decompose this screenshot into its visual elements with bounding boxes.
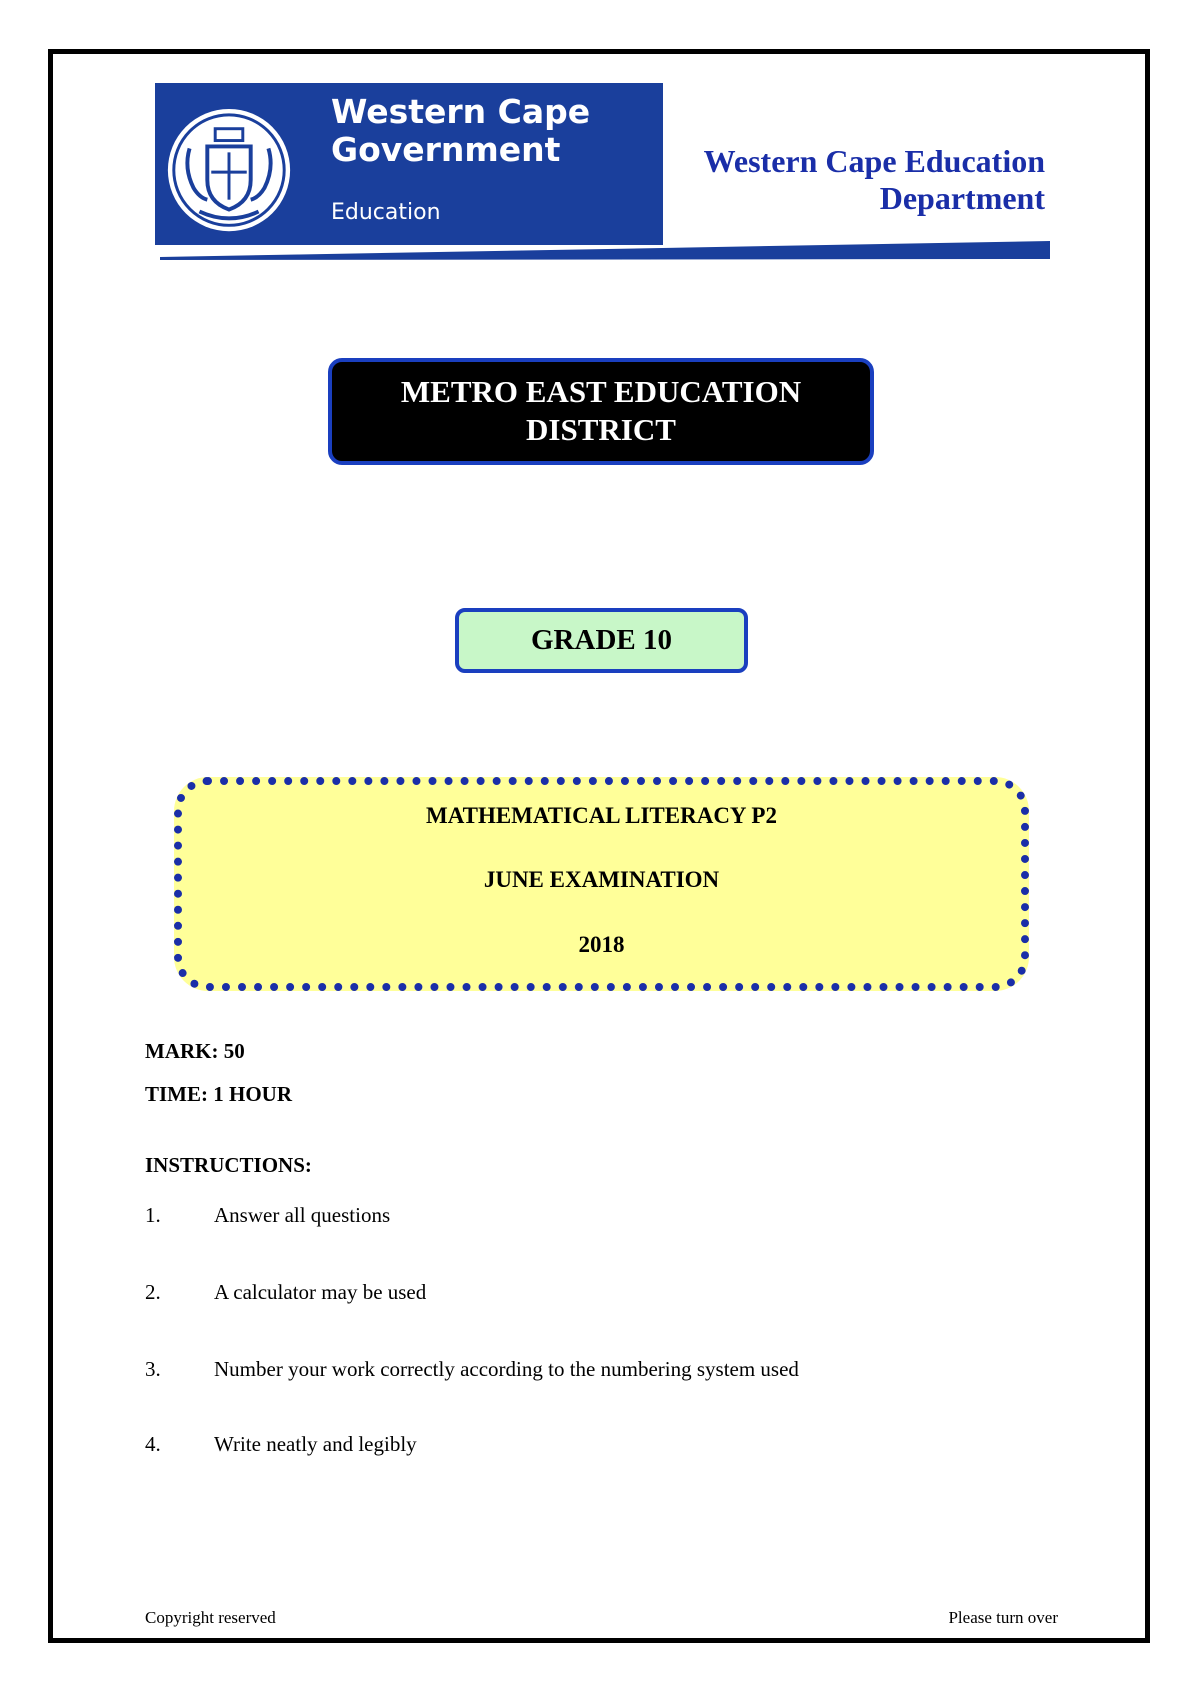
exam-session: JUNE EXAMINATION (483, 867, 720, 892)
mark-total: MARK: 50 (145, 1039, 245, 1063)
coat-of-arms-icon (160, 109, 298, 247)
grade-label: GRADE 10 (455, 608, 748, 673)
exam-subject: MATHEMATICAL LITERACY P2 (426, 803, 777, 828)
department-name: Western Cape Education Department (703, 143, 1045, 216)
exam-info-box (174, 777, 1029, 991)
logo-title: Western Cape Government (331, 92, 591, 169)
instructions-heading: INSTRUCTIONS: (145, 1153, 312, 1177)
instruction-text: Number your work correctly according to the numbering system used (214, 1357, 799, 1381)
district-title: METRO EAST EDUCATION DISTRICT (328, 358, 874, 465)
instruction-number: 2. (145, 1280, 161, 1304)
header-rule (160, 235, 1050, 261)
wcg-logo (155, 83, 663, 245)
instruction-number: 1. (145, 1203, 161, 1227)
instruction-text: A calculator may be used (214, 1280, 427, 1304)
instruction-text: Write neatly and legibly (214, 1432, 417, 1456)
instruction-number: 3. (145, 1357, 161, 1381)
instruction-text: Answer all questions (214, 1203, 391, 1227)
logo-subtitle: Education (331, 200, 441, 225)
exam-year: 2018 (578, 932, 625, 957)
footer-copyright: Copyright reserved (145, 1608, 276, 1627)
time-allowed: TIME: 1 HOUR (145, 1082, 292, 1106)
footer-turn-over: Please turn over (948, 1608, 1058, 1627)
instruction-number: 4. (145, 1432, 161, 1456)
